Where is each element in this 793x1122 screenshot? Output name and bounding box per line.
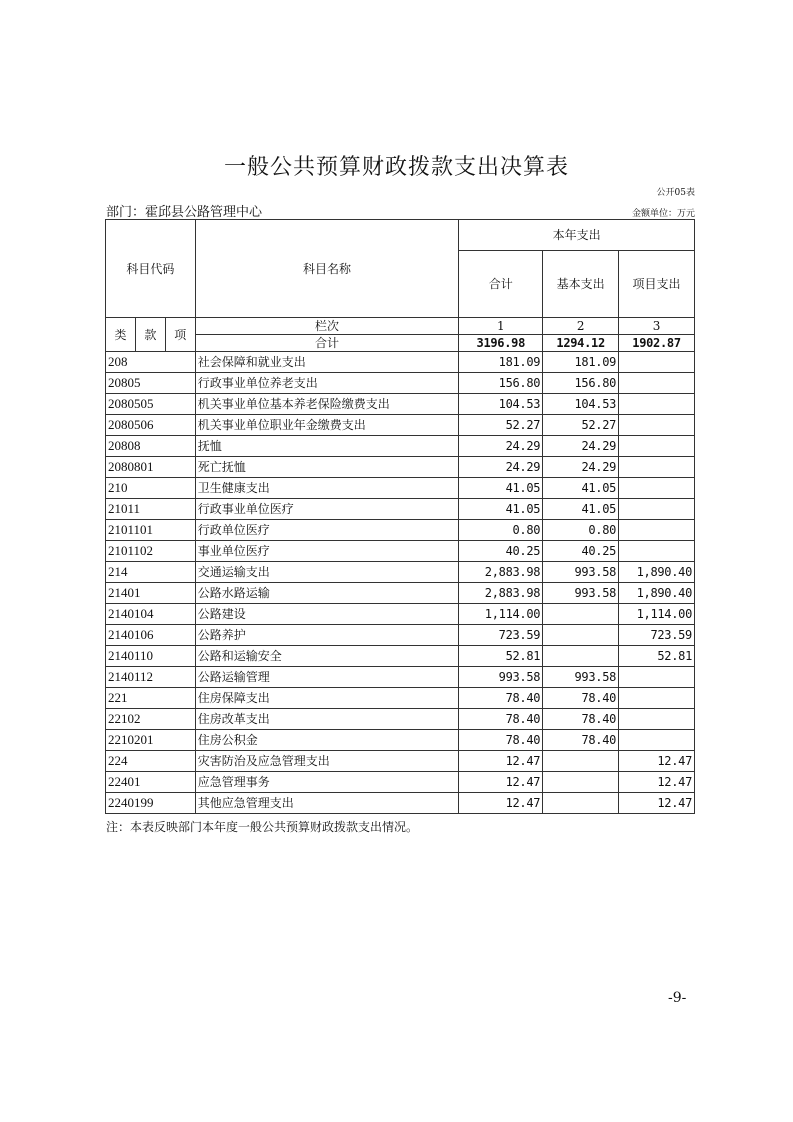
header-lei: 类 bbox=[106, 318, 136, 352]
row-name: 其他应急管理支出 bbox=[195, 793, 459, 814]
row-name: 行政事业单位医疗 bbox=[195, 499, 459, 520]
header-total: 合计 bbox=[459, 251, 543, 318]
row-total: 156.80 bbox=[459, 373, 543, 394]
header-basic: 基本支出 bbox=[543, 251, 619, 318]
row-total: 24.29 bbox=[459, 457, 543, 478]
row-code: 2080506 bbox=[106, 415, 196, 436]
row-total: 993.58 bbox=[459, 667, 543, 688]
row-name: 住房改革支出 bbox=[195, 709, 459, 730]
table-note: 注：本表反映部门本年度一般公共预算财政拨款支出情况。 bbox=[106, 820, 419, 834]
header-code: 科目代码 bbox=[106, 220, 196, 318]
row-total: 52.27 bbox=[459, 415, 543, 436]
row-project bbox=[619, 709, 695, 730]
row-total: 12.47 bbox=[459, 751, 543, 772]
row-name: 公路水路运输 bbox=[195, 583, 459, 604]
row-basic: 24.29 bbox=[543, 436, 619, 457]
row-name: 住房保障支出 bbox=[195, 688, 459, 709]
row-total: 2,883.98 bbox=[459, 562, 543, 583]
header-col2: 2 bbox=[543, 318, 619, 335]
row-basic bbox=[543, 751, 619, 772]
row-project bbox=[619, 352, 695, 373]
row-name: 抚恤 bbox=[195, 436, 459, 457]
row-basic: 24.29 bbox=[543, 457, 619, 478]
row-basic bbox=[543, 625, 619, 646]
row-code: 20808 bbox=[106, 436, 196, 457]
row-name: 公路和运输安全 bbox=[195, 646, 459, 667]
header-col3: 3 bbox=[619, 318, 695, 335]
table-row bbox=[106, 751, 695, 772]
row-basic: 41.05 bbox=[543, 478, 619, 499]
form-number: 公开05表 bbox=[656, 188, 695, 198]
row-project: 12.47 bbox=[619, 751, 695, 772]
table-row bbox=[106, 499, 695, 520]
unit-label: 金额单位：万元 bbox=[631, 209, 695, 219]
row-name: 死亡抚恤 bbox=[195, 457, 459, 478]
page-number: -9- bbox=[668, 990, 687, 1006]
row-basic: 181.09 bbox=[543, 352, 619, 373]
row-code: 2140106 bbox=[106, 625, 196, 646]
row-name: 灾害防治及应急管理支出 bbox=[195, 751, 459, 772]
row-project bbox=[619, 499, 695, 520]
row-total: 12.47 bbox=[459, 772, 543, 793]
table-row bbox=[106, 667, 695, 688]
header-name: 科目名称 bbox=[195, 220, 459, 318]
row-code: 2240199 bbox=[106, 793, 196, 814]
row-code: 22401 bbox=[106, 772, 196, 793]
header-col1: 1 bbox=[459, 318, 543, 335]
department-label: 部门：霍邱县公路管理中心 bbox=[106, 205, 263, 220]
row-code: 20805 bbox=[106, 373, 196, 394]
row-basic: 78.40 bbox=[543, 709, 619, 730]
row-total: 12.47 bbox=[459, 793, 543, 814]
row-total: 41.05 bbox=[459, 478, 543, 499]
row-name: 机关事业单位基本养老保险缴费支出 bbox=[195, 394, 459, 415]
row-name: 公路养护 bbox=[195, 625, 459, 646]
row-total: 0.80 bbox=[459, 520, 543, 541]
row-total: 723.59 bbox=[459, 625, 543, 646]
row-basic: 156.80 bbox=[543, 373, 619, 394]
table-row bbox=[106, 772, 695, 793]
row-total: 78.40 bbox=[459, 709, 543, 730]
header-project: 项目支出 bbox=[619, 251, 695, 318]
table-row bbox=[106, 688, 695, 709]
row-project bbox=[619, 688, 695, 709]
row-basic: 104.53 bbox=[543, 394, 619, 415]
table-row bbox=[106, 604, 695, 625]
row-total: 24.29 bbox=[459, 436, 543, 457]
row-project: 12.47 bbox=[619, 772, 695, 793]
row-project bbox=[619, 667, 695, 688]
row-total: 40.25 bbox=[459, 541, 543, 562]
sum-total: 3196.98 bbox=[459, 335, 543, 352]
row-name: 机关事业单位职业年金缴费支出 bbox=[195, 415, 459, 436]
row-name: 公路运输管理 bbox=[195, 667, 459, 688]
row-basic bbox=[543, 604, 619, 625]
row-code: 21401 bbox=[106, 583, 196, 604]
row-code: 2101101 bbox=[106, 520, 196, 541]
row-code: 2140110 bbox=[106, 646, 196, 667]
row-code: 2140112 bbox=[106, 667, 196, 688]
row-total: 1,114.00 bbox=[459, 604, 543, 625]
row-name: 行政事业单位养老支出 bbox=[195, 373, 459, 394]
table-row bbox=[106, 478, 695, 499]
sum-basic: 1294.12 bbox=[543, 335, 619, 352]
row-total: 52.81 bbox=[459, 646, 543, 667]
row-project: 1,890.40 bbox=[619, 583, 695, 604]
row-code: 2101102 bbox=[106, 541, 196, 562]
row-name: 卫生健康支出 bbox=[195, 478, 459, 499]
row-name: 公路建设 bbox=[195, 604, 459, 625]
row-basic: 993.58 bbox=[543, 667, 619, 688]
row-name: 事业单位医疗 bbox=[195, 541, 459, 562]
row-code: 2140104 bbox=[106, 604, 196, 625]
row-name: 社会保障和就业支出 bbox=[195, 352, 459, 373]
row-total: 104.53 bbox=[459, 394, 543, 415]
table-row bbox=[106, 436, 695, 457]
row-basic: 993.58 bbox=[543, 583, 619, 604]
table-row bbox=[106, 541, 695, 562]
sum-label: 合计 bbox=[195, 335, 459, 352]
row-total: 78.40 bbox=[459, 730, 543, 751]
row-basic: 0.80 bbox=[543, 520, 619, 541]
row-project: 12.47 bbox=[619, 793, 695, 814]
table-row bbox=[106, 625, 695, 646]
row-code: 2080505 bbox=[106, 394, 196, 415]
sum-project: 1902.87 bbox=[619, 335, 695, 352]
header-current-year: 本年支出 bbox=[459, 220, 695, 251]
table-row bbox=[106, 373, 695, 394]
row-code: 210 bbox=[106, 478, 196, 499]
row-basic: 993.58 bbox=[543, 562, 619, 583]
row-name: 行政单位医疗 bbox=[195, 520, 459, 541]
table-row bbox=[106, 520, 695, 541]
row-project bbox=[619, 478, 695, 499]
row-basic bbox=[543, 646, 619, 667]
row-total: 181.09 bbox=[459, 352, 543, 373]
row-total: 2,883.98 bbox=[459, 583, 543, 604]
row-basic: 78.40 bbox=[543, 730, 619, 751]
row-project bbox=[619, 730, 695, 751]
row-name: 住房公积金 bbox=[195, 730, 459, 751]
row-project: 52.81 bbox=[619, 646, 695, 667]
row-total: 41.05 bbox=[459, 499, 543, 520]
row-project: 1,890.40 bbox=[619, 562, 695, 583]
row-code: 214 bbox=[106, 562, 196, 583]
row-basic: 78.40 bbox=[543, 688, 619, 709]
table-row bbox=[106, 457, 695, 478]
row-code: 21011 bbox=[106, 499, 196, 520]
table-row bbox=[106, 415, 695, 436]
row-basic: 40.25 bbox=[543, 541, 619, 562]
row-code: 224 bbox=[106, 751, 196, 772]
page-title: 一般公共预算财政拨款支出决算表 bbox=[223, 155, 569, 180]
row-basic bbox=[543, 772, 619, 793]
table-row bbox=[106, 562, 695, 583]
row-basic: 41.05 bbox=[543, 499, 619, 520]
row-project bbox=[619, 394, 695, 415]
table-row bbox=[106, 352, 695, 373]
table-row bbox=[106, 583, 695, 604]
table-row bbox=[106, 730, 695, 751]
row-project bbox=[619, 415, 695, 436]
row-project bbox=[619, 373, 695, 394]
row-basic: 52.27 bbox=[543, 415, 619, 436]
row-code: 2210201 bbox=[106, 730, 196, 751]
row-name: 交通运输支出 bbox=[195, 562, 459, 583]
row-name: 应急管理事务 bbox=[195, 772, 459, 793]
expenditure-table bbox=[105, 219, 695, 814]
row-project bbox=[619, 520, 695, 541]
table-row bbox=[106, 394, 695, 415]
table-row bbox=[106, 709, 695, 730]
row-total: 78.40 bbox=[459, 688, 543, 709]
row-code: 22102 bbox=[106, 709, 196, 730]
table-row bbox=[106, 793, 695, 814]
table-row bbox=[106, 646, 695, 667]
row-code: 2080801 bbox=[106, 457, 196, 478]
row-project: 1,114.00 bbox=[619, 604, 695, 625]
header-kuan: 款 bbox=[135, 318, 165, 352]
row-basic bbox=[543, 793, 619, 814]
row-project bbox=[619, 457, 695, 478]
row-project bbox=[619, 436, 695, 457]
header-xiang: 项 bbox=[165, 318, 195, 352]
header-column-order: 栏次 bbox=[195, 318, 459, 335]
row-code: 208 bbox=[106, 352, 196, 373]
row-project: 723.59 bbox=[619, 625, 695, 646]
row-project bbox=[619, 541, 695, 562]
row-code: 221 bbox=[106, 688, 196, 709]
